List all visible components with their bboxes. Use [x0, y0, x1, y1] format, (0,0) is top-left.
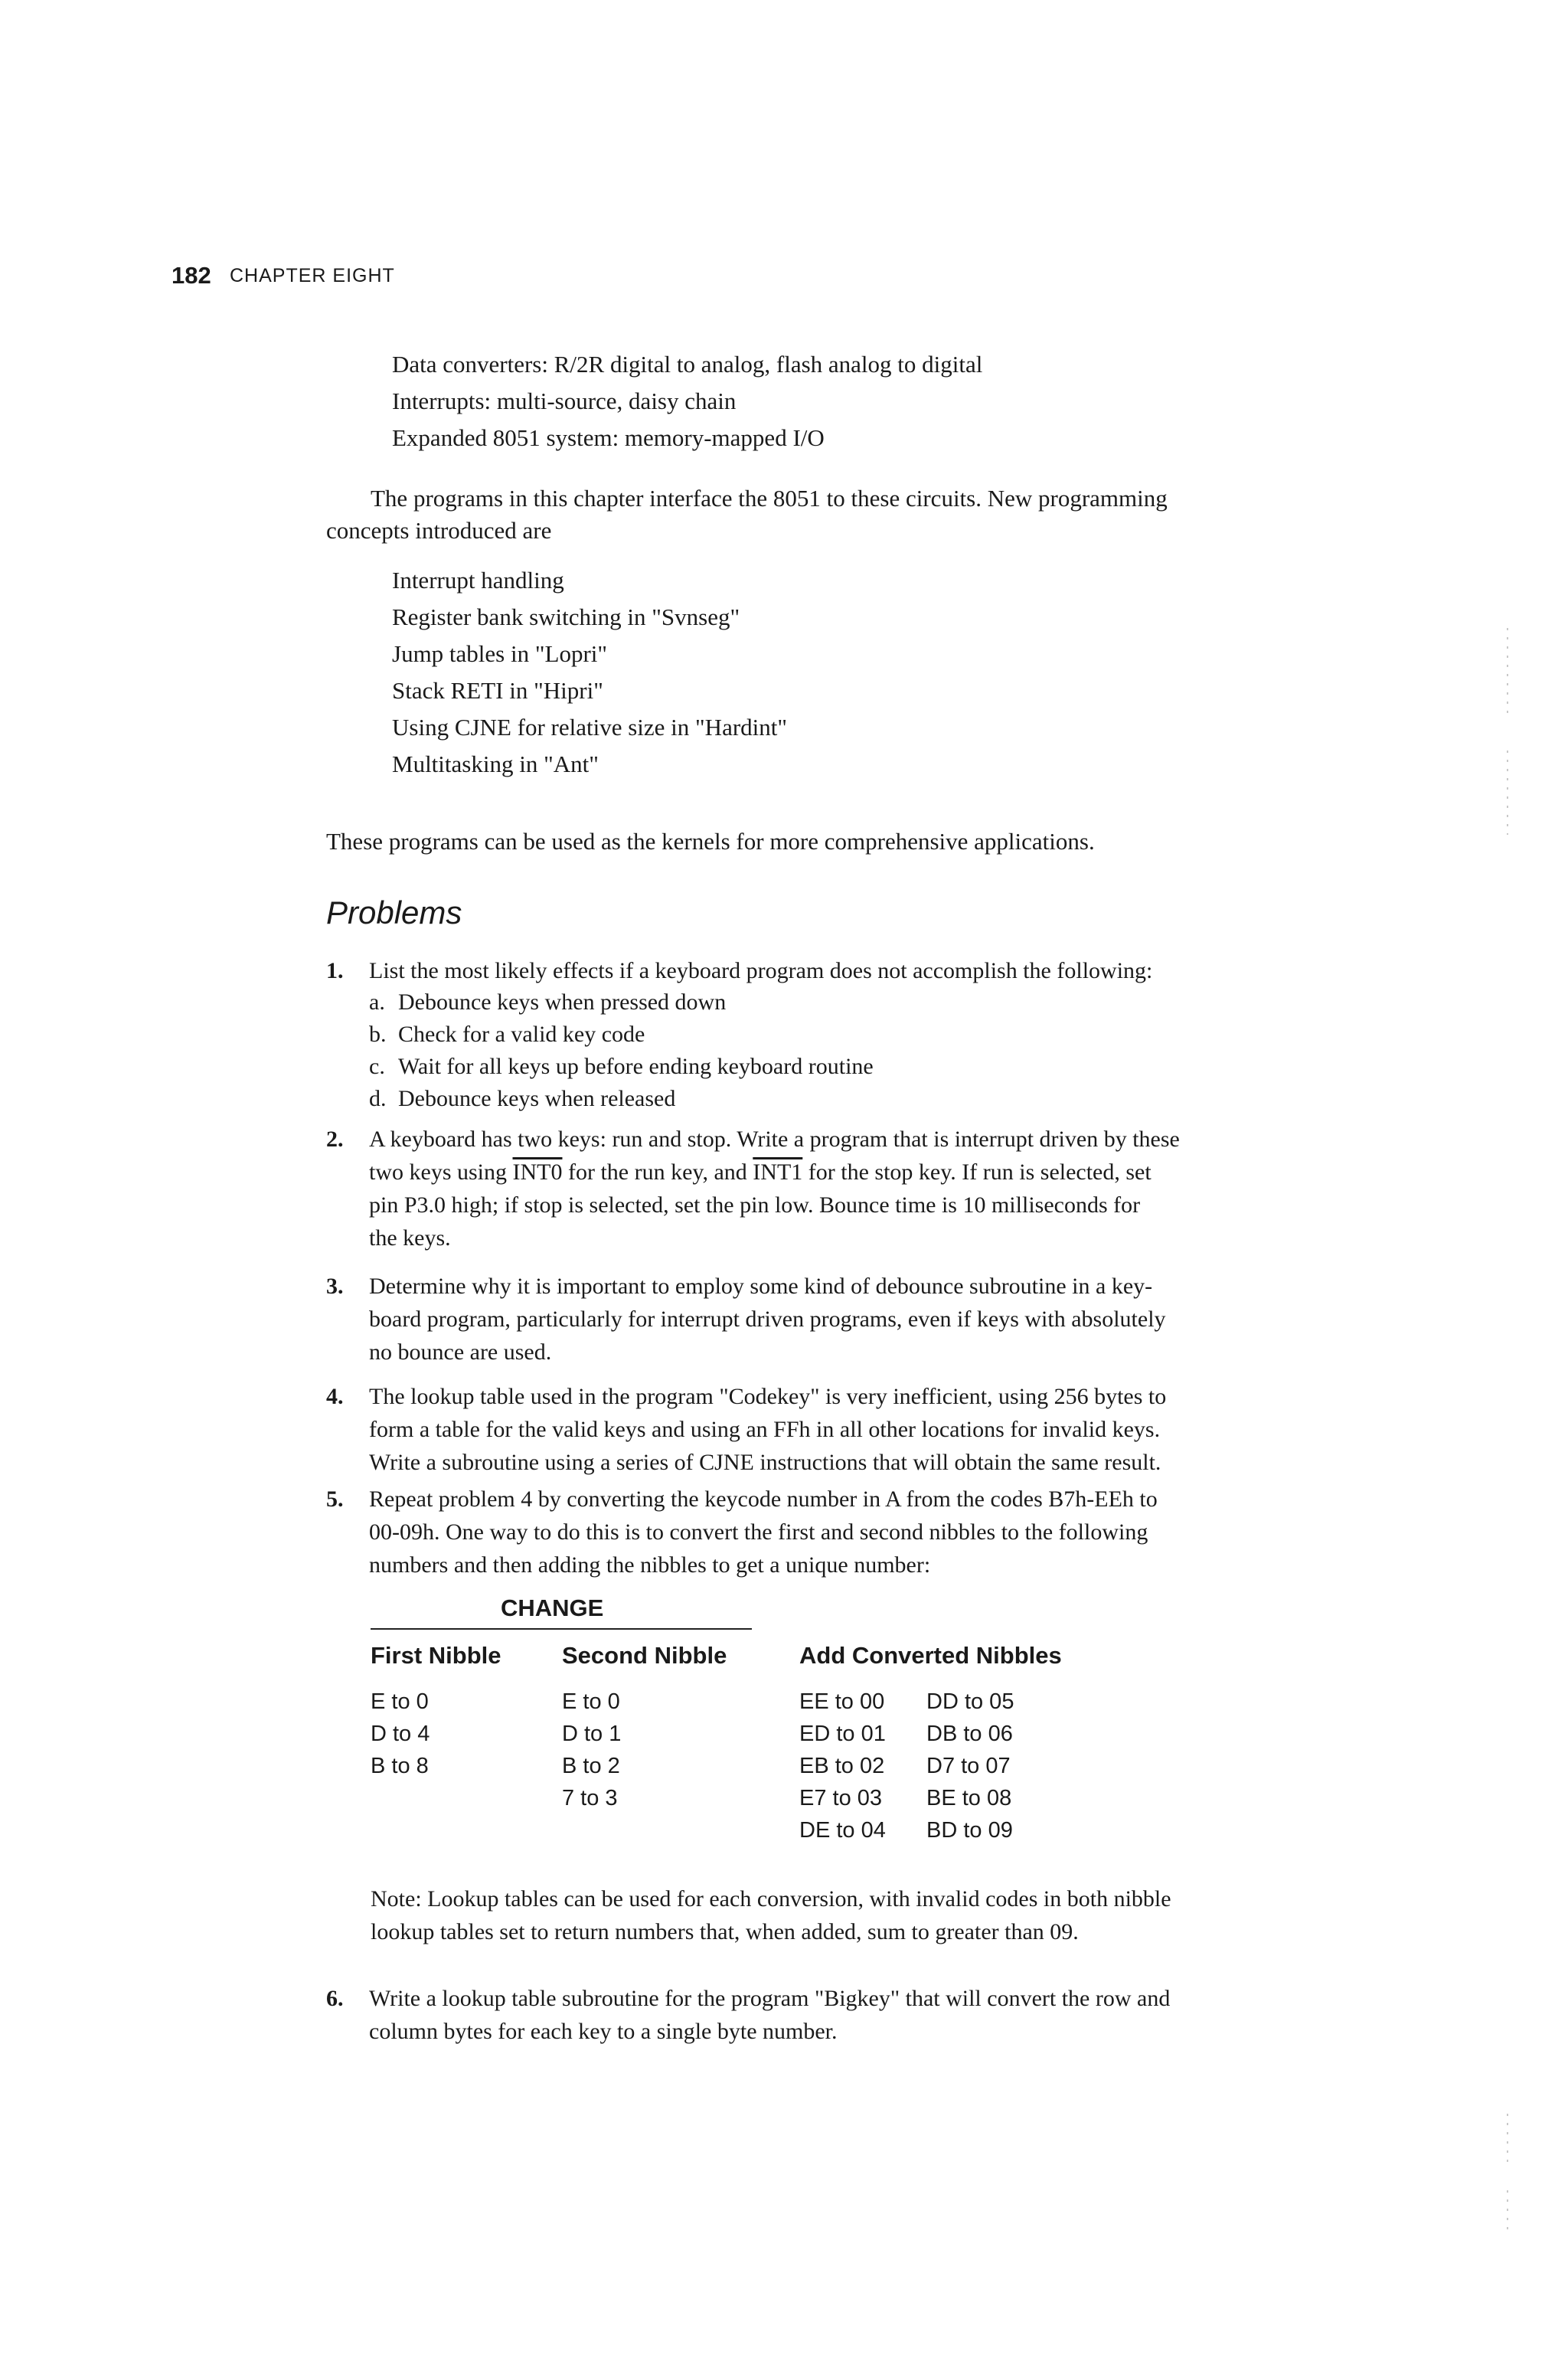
int1-signal: INT1 — [753, 1159, 803, 1185]
text-run: for the run key, and — [562, 1159, 753, 1185]
list-item: Multitasking in "Ant" — [392, 751, 599, 777]
item-letter: d. — [369, 1086, 387, 1111]
table-title: CHANGE — [501, 1594, 604, 1621]
list-item — [369, 986, 726, 1019]
scan-artifact — [1507, 628, 1508, 720]
problem-text: no bounce are used. — [369, 1339, 552, 1365]
table-cell: D to 1 — [562, 1722, 622, 1746]
list-item — [369, 1050, 874, 1083]
page-number: 182 — [172, 262, 211, 289]
problem-text: A keyboard has two keys: run and stop. Write a program that is interrupt driven by these — [369, 1127, 1180, 1152]
concepts-list — [392, 562, 787, 783]
table-cell: B to 2 — [562, 1754, 620, 1778]
table-cell: EE to 00 — [799, 1689, 885, 1714]
scan-artifact — [1507, 2190, 1508, 2236]
table-cell: EB to 02 — [799, 1754, 885, 1778]
note — [371, 1882, 1171, 1948]
text-run: two keys using — [369, 1159, 513, 1185]
problem-text: Write a lookup table subroutine for the program "Bigkey" that will convert the row and — [369, 1986, 1171, 2011]
problem-number: 6. — [326, 1986, 344, 2011]
problem-number: 2. — [326, 1127, 344, 1152]
int0-signal: INT0 — [512, 1159, 563, 1185]
note-line: Note: Lookup tables can be used for each conversion, with invalid codes in both nibble — [371, 1886, 1171, 1912]
problem-text: Repeat problem 4 by converting the keycode number in A from the codes B7h-EEh to — [369, 1486, 1158, 1512]
column-header: Add Converted Nibbles — [799, 1642, 1062, 1669]
problem-number: 4. — [326, 1384, 344, 1409]
paragraph-line: The programs in this chapter interface the 8051 to these circuits. New programming — [371, 485, 1168, 512]
table-cell: E7 to 03 — [799, 1786, 883, 1810]
table-cell: E to 0 — [371, 1689, 429, 1714]
text-run: for the stop key. If run is selected, set — [802, 1159, 1152, 1185]
item-text: Wait for all keys up before ending keyboard routine — [398, 1054, 874, 1079]
section-heading: Problems — [326, 894, 462, 930]
problem-number: 3. — [326, 1274, 344, 1299]
problem-text — [369, 1156, 1152, 1189]
list-item: Expanded 8051 system: memory-mapped I/O — [392, 424, 825, 451]
table-cell: BE to 08 — [926, 1786, 1012, 1810]
problem-number: 5. — [326, 1486, 344, 1512]
table-cell: DD to 05 — [926, 1689, 1014, 1714]
item-letter: c. — [369, 1054, 385, 1079]
problem-text: form a table for the valid keys and using an FFh in all other locations for invalid keys. — [369, 1417, 1161, 1442]
problem-number: 1. — [326, 958, 344, 983]
problem-text: Write a subroutine using a series of CJNE instructions that will obtain the same result. — [369, 1450, 1161, 1475]
problem-text: List the most likely effects if a keyboard program does not accomplish the following: — [369, 958, 1153, 983]
item-text: Debounce keys when pressed down — [398, 989, 727, 1015]
problem-text: pin P3.0 high; if stop is selected, set the pin low. Bounce time is 10 milliseconds for — [369, 1192, 1141, 1218]
problem-text: numbers and then adding the nibbles to get a unique number: — [369, 1552, 931, 1578]
list-item: Register bank switching in "Svnseg" — [392, 603, 740, 630]
table-cell: E to 0 — [562, 1689, 620, 1714]
problem-text: The lookup table used in the program "Codekey" is very inefficient, using 256 bytes to — [369, 1384, 1167, 1409]
list-item: Data converters: R/2R digital to analog, flash analog to digital — [392, 351, 983, 378]
item-text: Check for a valid key code — [398, 1022, 645, 1047]
list-item: Stack RETI in "Hipri" — [392, 677, 603, 704]
table-cell: 7 to 3 — [562, 1786, 618, 1810]
list-item — [369, 1018, 645, 1051]
list-item: Using CJNE for relative size in "Hardint" — [392, 714, 788, 741]
item-text: Debounce keys when released — [398, 1086, 676, 1111]
table-cell: BD to 09 — [926, 1818, 1013, 1843]
running-head: CHAPTER EIGHT — [230, 265, 395, 286]
table-rule — [371, 1628, 752, 1630]
intro-list — [392, 346, 982, 456]
list-item: Interrupt handling — [392, 567, 564, 594]
list-item: Interrupts: multi-source, daisy chain — [392, 388, 737, 414]
column-header: First Nibble — [371, 1642, 501, 1669]
table-cell: B to 8 — [371, 1754, 429, 1778]
problem-text: the keys. — [369, 1225, 451, 1251]
paragraph-line: concepts introduced are — [326, 517, 552, 544]
table-cell: D7 to 07 — [926, 1754, 1011, 1778]
table-cell: DE to 04 — [799, 1818, 886, 1843]
note-line: lookup tables set to return numbers that, when added, sum to greater than 09. — [371, 1919, 1079, 1944]
problem-text: Determine why it is important to employ some kind of debounce subroutine in a key- — [369, 1274, 1153, 1299]
item-letter: b. — [369, 1022, 387, 1047]
closing-paragraph: These programs can be used as the kernels for more comprehensive applications. — [326, 828, 1095, 855]
scan-artifact — [1507, 2114, 1508, 2167]
list-item: Jump tables in "Lopri" — [392, 640, 608, 667]
column-header: Second Nibble — [562, 1642, 727, 1669]
problem-text: 00-09h. One way to do this is to convert the first and second nibbles to the following — [369, 1519, 1148, 1545]
table-cell: D to 4 — [371, 1722, 430, 1746]
list-item — [369, 1082, 675, 1115]
table-cell: DB to 06 — [926, 1722, 1013, 1746]
table-cell: ED to 01 — [799, 1722, 886, 1746]
problem-text: column bytes for each key to a single byte number. — [369, 2019, 838, 2044]
scan-artifact — [1507, 751, 1508, 835]
item-letter: a. — [369, 989, 385, 1015]
problem-text: board program, particularly for interrupt driven programs, even if keys with absolutely — [369, 1307, 1166, 1332]
